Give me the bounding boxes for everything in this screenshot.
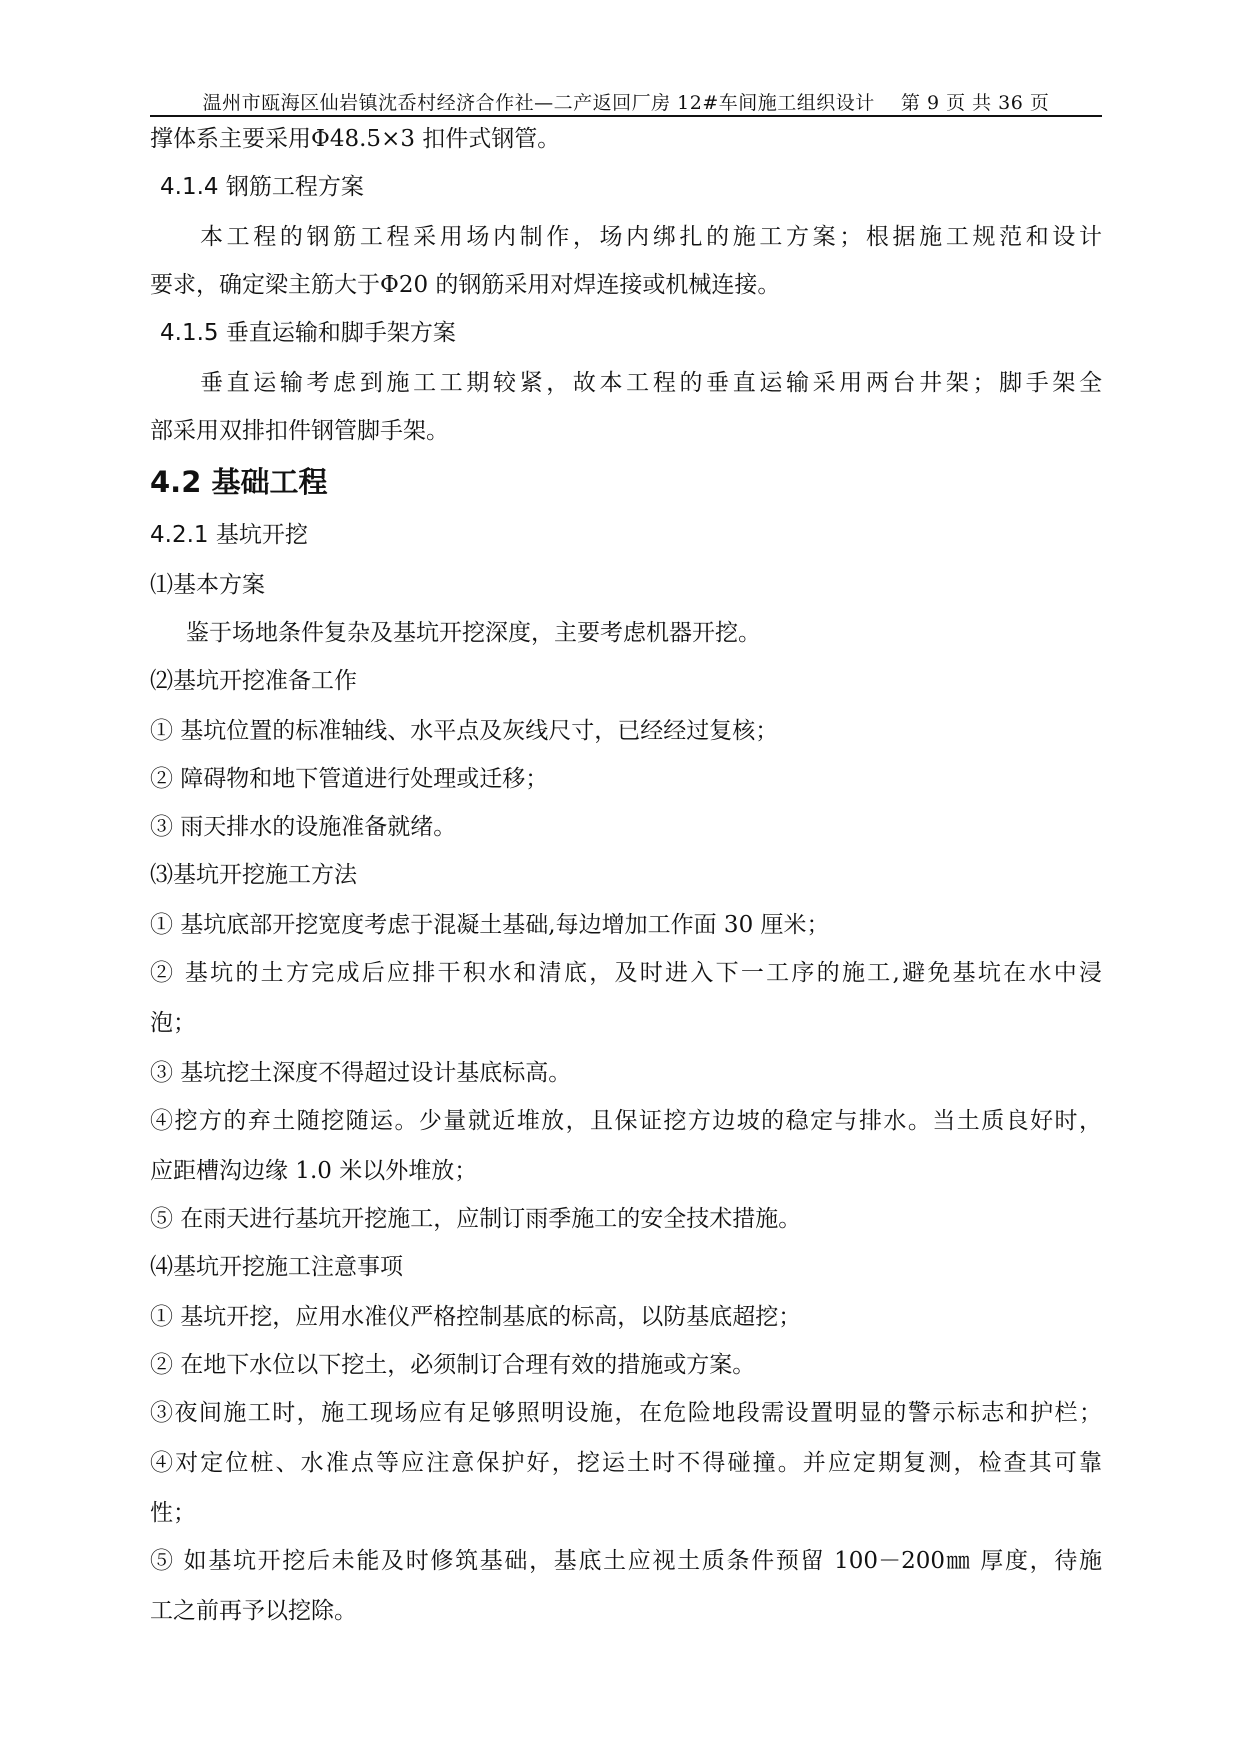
- list-item: ③夜间施工时，施工现场应有足够照明设施，在危险地段需设置明显的警示标志和护栏；: [150, 1400, 1102, 1426]
- paragraph-line: 垂直运输考虑到施工工期较紧，故本工程的垂直运输采用两台井架；脚手架全: [200, 370, 1102, 396]
- list-item: ① 基坑开挖，应用水准仪严格控制基底的标高，以防基底超挖；: [150, 1304, 802, 1330]
- section-heading-4-2: 4.2 基础工程: [150, 465, 328, 499]
- subsection-label: ⑷基坑开挖施工注意事项: [150, 1254, 403, 1280]
- list-item: ⑤ 在雨天进行基坑开挖施工，应制订雨季施工的安全技术措施。: [150, 1206, 802, 1232]
- subsection-label: ⑵基坑开挖准备工作: [150, 668, 357, 694]
- list-item: ① 基坑底部开挖宽度考虑于混凝土基础,每边增加工作面 30 厘米；: [150, 912, 830, 938]
- list-item-continuation: 应距槽沟边缘 1.0 米以外堆放；: [150, 1158, 478, 1184]
- paragraph-line: 鉴于场地条件复杂及基坑开挖深度，主要考虑机器开挖。: [186, 620, 761, 646]
- paragraph-line: 撑体系主要采用Φ48.5×3 扣件式钢管。: [150, 126, 561, 152]
- list-item: ⑤ 如基坑开挖后未能及时修筑基础，基底土应视土质条件预留 100－200㎜ 厚度，待施: [150, 1548, 1102, 1574]
- list-item: ② 基坑的土方完成后应排干积水和清底，及时进入下一工序的施工,避免基坑在水中浸: [150, 960, 1102, 986]
- list-item: ② 障碍物和地下管道进行处理或迁移；: [150, 766, 549, 792]
- list-item-continuation: 性；: [150, 1500, 196, 1526]
- paragraph-line: 要求，确定梁主筋大于Φ20 的钢筋采用对焊连接或机械连接。: [150, 272, 781, 298]
- header-page-info: 第 9 页 共 36 页: [900, 92, 1050, 114]
- paragraph-line: 本工程的钢筋工程采用场内制作，场内绑扎的施工方案；根据施工规范和设计: [200, 224, 1102, 250]
- header-title: [150, 88, 1102, 115]
- header-divider: [150, 115, 1102, 117]
- section-heading-4-2-1: 4.2.1 基坑开挖: [150, 522, 308, 548]
- list-item: ③ 雨天排水的设施准备就绪。: [150, 814, 457, 840]
- list-item: ① 基坑位置的标准轴线、水平点及灰线尺寸，已经经过复核；: [150, 718, 779, 744]
- list-item-continuation: 工之前再予以挖除。: [150, 1598, 357, 1624]
- subsection-label: ⑶基坑开挖施工方法: [150, 862, 357, 888]
- list-item-continuation: 泡；: [150, 1010, 196, 1036]
- list-item: ② 在地下水位以下挖土，必须制订合理有效的措施或方案。: [150, 1352, 756, 1378]
- list-item: ③ 基坑挖土深度不得超过设计基底标高。: [150, 1060, 572, 1086]
- list-item: ④挖方的弃土随挖随运。少量就近堆放，且保证挖方边坡的稳定与排水。当土质良好时，: [150, 1108, 1102, 1134]
- list-item: ④对定位桩、水准点等应注意保护好，挖运土时不得碰撞。并应定期复测，检查其可靠: [150, 1450, 1102, 1476]
- paragraph-line: 部采用双排扣件钢管脚手架。: [150, 418, 449, 444]
- section-heading-4-1-4: 4.1.4 钢筋工程方案: [160, 174, 364, 200]
- section-heading-4-1-5: 4.1.5 垂直运输和脚手架方案: [160, 320, 456, 346]
- header-document-title: 温州市瓯海区仙岩镇沈岙村经济合作社—二产返回厂房 12#车间施工组织设计: [202, 92, 875, 114]
- subsection-label: ⑴基本方案: [150, 572, 265, 598]
